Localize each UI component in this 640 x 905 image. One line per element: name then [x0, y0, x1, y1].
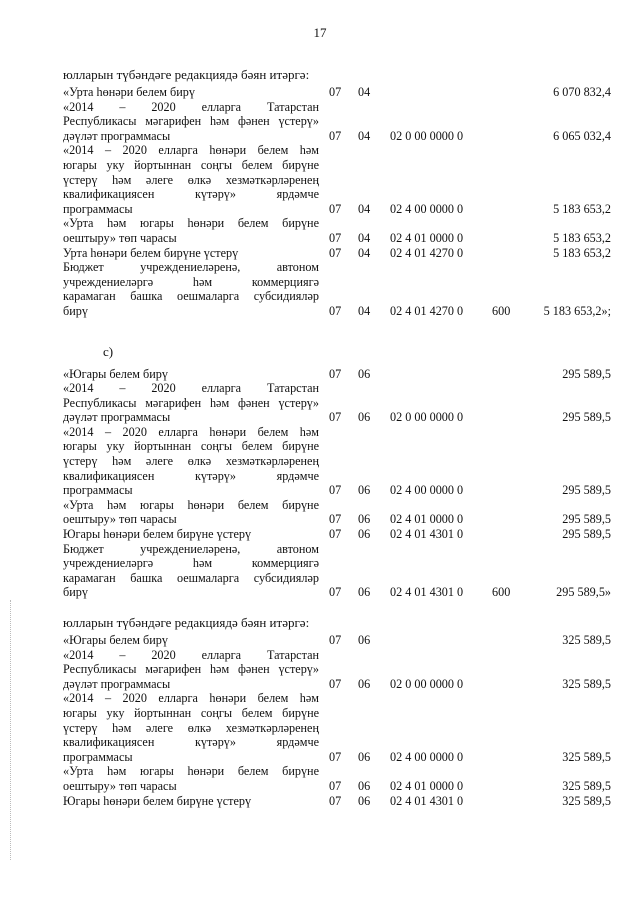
row-name [63, 85, 319, 100]
row-name-line: «Урта һәм югары һөнәри белем бирүне [63, 216, 319, 231]
row-subsection-code: 06 [358, 512, 371, 527]
row-name-line: Республикасы мәгарифен һәм фәнен үстерү» [63, 114, 319, 129]
row-name-line: «2014 – 2020 елларга Татарстан [63, 381, 319, 396]
row-subsection-code: 06 [358, 483, 371, 498]
row-name-line: Бюджет учреждениеләренә, автоном [63, 541, 319, 556]
row-name-line: оештыру» төп чарасы [63, 230, 177, 245]
row-amount: 5 183 653,2 [553, 201, 611, 216]
row-target-article: 02 4 01 0000 0 [390, 230, 464, 245]
row-name-line: Югары һөнәри белем бирүне үстерү [63, 793, 252, 808]
row-section-code: 07 [329, 366, 342, 381]
row-section-code: 07 [329, 483, 342, 498]
row-name-line: Республикасы мәгарифен һәм фәнен үстерү» [63, 395, 319, 410]
row-amount: 325 589,5 [562, 749, 611, 764]
budget-row [63, 498, 623, 527]
row-amount: 325 589,5 [562, 793, 611, 808]
row-name-line: дәүләт программасы [63, 410, 171, 425]
row-amount: 295 589,5 [562, 483, 611, 498]
row-name [63, 691, 319, 764]
row-name-line: «Урта һәм югары һөнәри белем бирүне [63, 764, 319, 779]
section-heading-text: юлларын түбәндәге редакциядә бәян итәргә: [63, 67, 310, 82]
row-name-line: карамаган башка оешмаларга субсидияләр [63, 570, 319, 585]
row-section-code: 07 [329, 85, 342, 99]
row-name-line: «2014 – 2020 елларга һөнәри белем һәм [63, 424, 319, 439]
row-name [63, 216, 319, 245]
row-amount: 325 589,5 [562, 676, 611, 691]
row-target-article: 02 4 01 4301 0 [390, 585, 464, 600]
section-gap [63, 319, 623, 335]
section-letter: с) [103, 343, 114, 359]
row-subsection-code: 04 [358, 201, 371, 216]
budget-row [63, 100, 623, 144]
row-name-line: үстерү һәм әлеге өлкә хезмәткәрләренең [63, 172, 319, 187]
row-section-code: 07 [329, 778, 342, 793]
row-target-article: 02 4 01 4270 0 [390, 303, 464, 318]
row-name-line: квалификациясен күтәрү» ярдәмче [63, 187, 319, 202]
budget-row [63, 143, 623, 216]
row-subsection-code: 06 [358, 793, 371, 808]
row-amount: 5 183 653,2»; [543, 303, 611, 318]
row-target-article: 02 4 01 4270 0 [390, 245, 464, 260]
row-name [63, 246, 319, 261]
row-target-article: 02 4 00 0000 0 [390, 749, 464, 764]
row-name [63, 542, 319, 600]
row-amount: 6 070 832,4 [553, 85, 611, 99]
row-name [63, 527, 319, 542]
budget-row [63, 246, 623, 261]
row-name-line: Урта һөнәри белем бирүне үстерү [63, 245, 239, 260]
budget-row [63, 381, 623, 425]
budget-row [63, 260, 623, 318]
row-subsection-code: 06 [358, 633, 371, 647]
row-name-line: Бюджет учреждениеләренә, автоном [63, 260, 319, 275]
row-name [63, 367, 319, 382]
row-subsection-code: 04 [358, 303, 371, 318]
row-target-article: 02 4 01 0000 0 [390, 512, 464, 527]
row-amount: 295 589,5» [556, 585, 611, 600]
section-heading [63, 616, 623, 633]
budget-row [63, 425, 623, 498]
row-name [63, 100, 319, 144]
row-name [63, 381, 319, 425]
row-amount: 5 183 653,2 [553, 230, 611, 245]
row-amount: 6 065 032,4 [553, 128, 611, 143]
row-name [63, 633, 319, 648]
row-section-code: 07 [329, 410, 342, 425]
row-name-line: югары уку йортыннан соңгы белем бирүне [63, 705, 319, 720]
row-section-code: 07 [329, 793, 342, 808]
budget-row [63, 216, 623, 245]
row-name-line: «2014 – 2020 елларга һөнәри белем һәм [63, 143, 319, 158]
row-subsection-code: 06 [358, 778, 371, 793]
row-name-line: Республикасы мәгарифен һәм фәнен үстерү» [63, 662, 319, 677]
row-name-line: программасы [63, 201, 133, 216]
section-gap [63, 600, 623, 616]
row-name [63, 260, 319, 318]
row-amount: 295 589,5 [562, 410, 611, 425]
row-name-line: Югары һөнәри белем бирүне үстерү [63, 527, 252, 542]
row-name-line: программасы [63, 483, 133, 498]
row-name-line: квалификациясен күтәрү» ярдәмче [63, 468, 319, 483]
row-target-article: 02 0 00 0000 0 [390, 128, 464, 143]
row-subsection-code: 06 [358, 749, 371, 764]
budget-row [63, 764, 623, 793]
row-name [63, 143, 319, 216]
budget-row [63, 527, 623, 542]
row-name-line: дәүләт программасы [63, 128, 171, 143]
row-section-code: 07 [329, 303, 342, 318]
row-target-article: 02 4 00 0000 0 [390, 201, 464, 216]
budget-row [63, 85, 623, 100]
document-body [63, 68, 623, 808]
row-target-article: 02 4 01 4301 0 [390, 793, 464, 808]
row-subsection-code: 06 [358, 585, 371, 600]
row-subsection-code: 06 [358, 366, 371, 381]
row-amount: 295 589,5 [562, 366, 611, 381]
row-name-line: программасы [63, 749, 133, 764]
row-name-line: оештыру» төп чарасы [63, 512, 177, 527]
page-number: 17 [313, 25, 327, 40]
row-subsection-code: 06 [358, 527, 371, 542]
row-name-line: бирү [63, 585, 88, 600]
row-section-code: 07 [329, 201, 342, 216]
row-name-line: «Урта һөнәри белем бирү [63, 85, 195, 99]
row-section-code: 07 [329, 245, 342, 260]
budget-row [63, 367, 623, 382]
section-heading-text: юлларын түбәндәге редакциядә бәян итәргә: [63, 615, 310, 630]
row-section-code: 07 [329, 585, 342, 600]
budget-row [63, 691, 623, 764]
row-subsection-code: 06 [358, 410, 371, 425]
row-name-line: югары уку йортыннан соңгы белем бирүне [63, 157, 319, 172]
row-name-line: «2014 – 2020 елларга һөнәри белем һәм [63, 691, 319, 706]
row-amount: 295 589,5 [562, 527, 611, 542]
row-section-code: 07 [329, 633, 342, 647]
row-name-line: «Югары белем бирү [63, 366, 168, 381]
row-section-code: 07 [329, 512, 342, 527]
row-amount: 325 589,5 [562, 778, 611, 793]
row-name-line: дәүләт программасы [63, 676, 171, 691]
row-target-article: 02 4 01 4301 0 [390, 527, 464, 542]
row-amount: 325 589,5 [562, 633, 611, 647]
row-name-line: учреждениеләргә һәм коммерциягә [63, 274, 319, 289]
row-name [63, 648, 319, 692]
row-name-line: карамаган башка оешмаларга субсидияләр [63, 289, 319, 304]
row-subsection-code: 04 [358, 245, 371, 260]
row-name-line: оештыру» төп чарасы [63, 778, 177, 793]
budget-row [63, 794, 623, 809]
row-target-article: 02 4 01 0000 0 [390, 778, 464, 793]
row-section-code: 07 [329, 527, 342, 542]
row-name-line: «2014 – 2020 елларга Татарстан [63, 99, 319, 114]
row-section-code: 07 [329, 230, 342, 245]
row-subsection-code: 04 [358, 230, 371, 245]
row-subsection-code: 04 [358, 128, 371, 143]
row-name-line: «Урта һәм югары һөнәри белем бирүне [63, 497, 319, 512]
row-subsection-code: 06 [358, 676, 371, 691]
row-name-line: бирү [63, 303, 88, 318]
budget-row [63, 542, 623, 600]
row-name-line: үстерү һәм әлеге өлкә хезмәткәрләренең [63, 720, 319, 735]
budget-row [63, 633, 623, 648]
row-name [63, 764, 319, 793]
row-name-line: «Югары белем бирү [63, 633, 168, 647]
margin-rule [10, 600, 13, 860]
row-name-line: югары уку йортыннан соңгы белем бирүне [63, 439, 319, 454]
row-name-line: квалификациясен күтәрү» ярдәмче [63, 735, 319, 750]
row-name-line: учреждениеләргә һәм коммерциягә [63, 556, 319, 571]
row-section-code: 07 [329, 128, 342, 143]
row-subsection-code: 04 [358, 85, 371, 99]
row-section-code: 07 [329, 676, 342, 691]
row-name [63, 498, 319, 527]
row-target-article: 02 4 00 0000 0 [390, 483, 464, 498]
row-target-article: 02 0 00 0000 0 [390, 676, 464, 691]
row-target-article: 02 0 00 0000 0 [390, 410, 464, 425]
row-expense-type: 600 [492, 303, 511, 318]
row-name [63, 425, 319, 498]
row-amount: 295 589,5 [562, 512, 611, 527]
row-name-line: үстерү һәм әлеге өлкә хезмәткәрләренең [63, 454, 319, 469]
row-name-line: «2014 – 2020 елларга Татарстан [63, 647, 319, 662]
budget-row [63, 648, 623, 692]
row-amount: 5 183 653,2 [553, 245, 611, 260]
row-expense-type: 600 [492, 585, 511, 600]
section-heading [63, 68, 623, 85]
row-section-code: 07 [329, 749, 342, 764]
row-name [63, 794, 319, 809]
